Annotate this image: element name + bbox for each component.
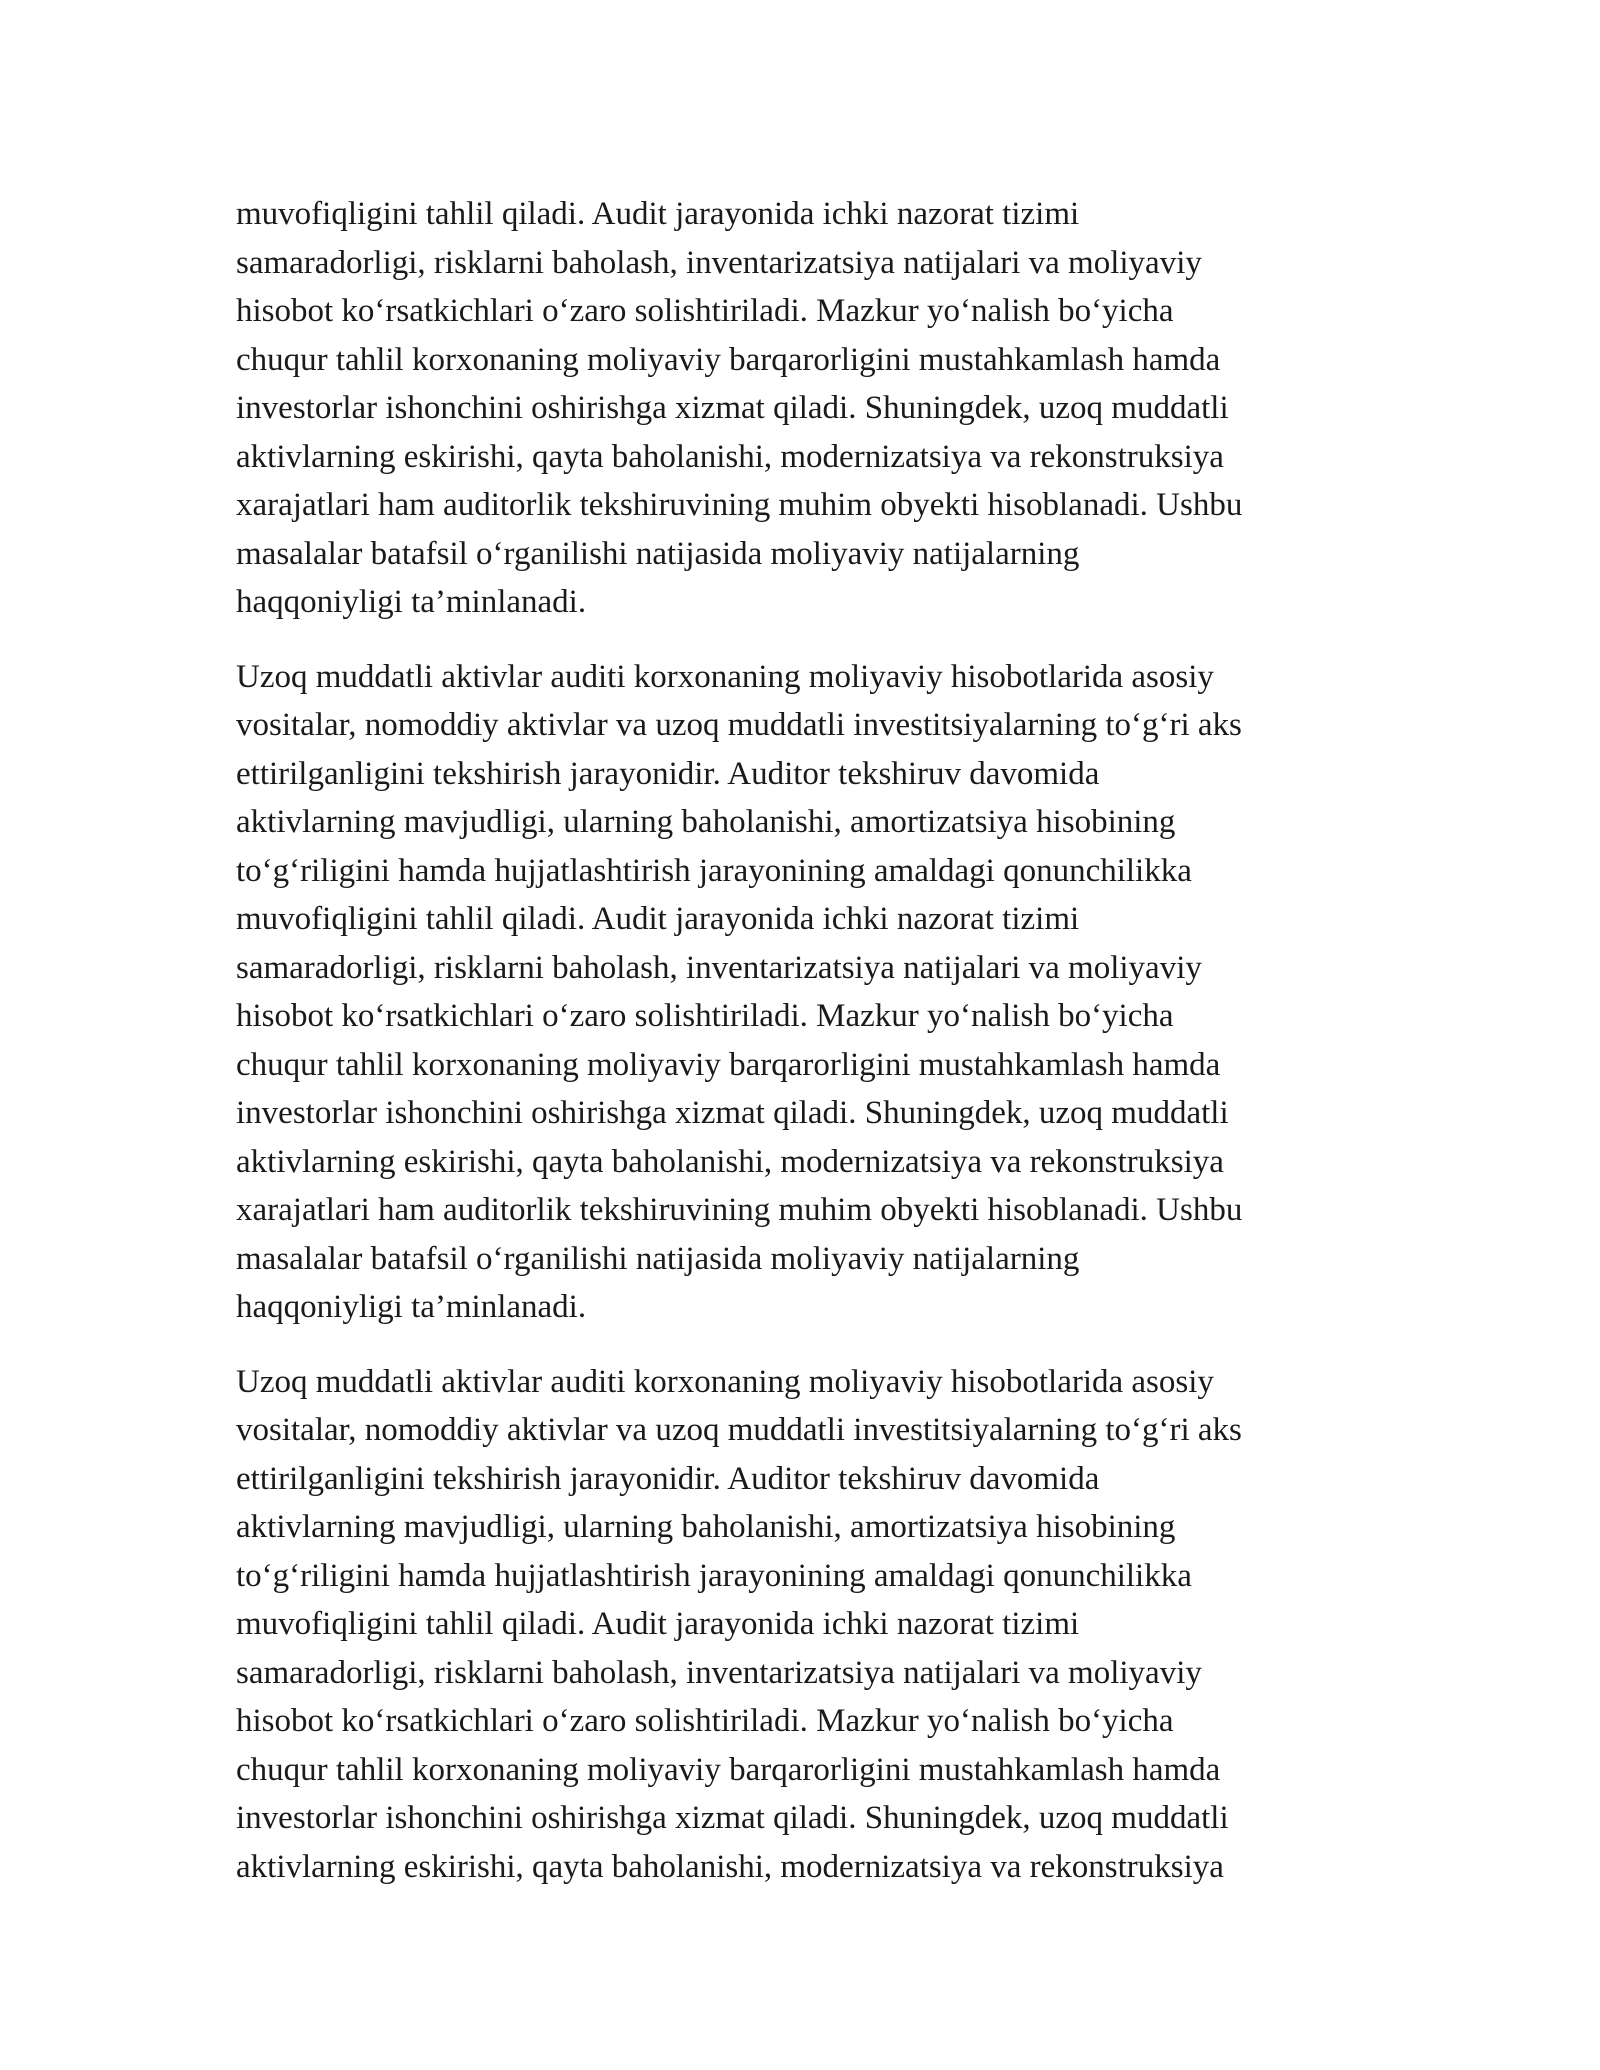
text-line: samaradorligi, risklarni baholash, inventarizatsiya natijalari va moliyaviy <box>236 1654 1202 1691</box>
text-line: hisobot ko‘rsatkichlari o‘zaro solishtiriladi. Mazkur yo‘nalish bo‘yicha <box>236 1703 1174 1739</box>
text-line: aktivlarning eskirishi, qayta baholanishi, modernizatsiya va rekonstruksiya <box>236 438 1224 475</box>
text-line: xarajatlari ham auditorlik tekshiruvining muhim obyekti hisoblanadi. Ushbu <box>236 487 1243 523</box>
paragraph <box>236 190 1376 627</box>
document-body <box>236 190 1376 1917</box>
text-line: aktivlarning eskirishi, qayta baholanishi, modernizatsiya va rekonstruksiya <box>236 1848 1224 1885</box>
text-line: chuqur tahlil korxonaning moliyaviy barqarorligini mustahkamlash hamda <box>236 341 1221 378</box>
text-line: xarajatlari ham auditorlik tekshiruvining muhim obyekti hisoblanadi. Ushbu <box>236 1192 1243 1228</box>
text-line: haqqoniyligi ta’minlanadi. <box>236 1289 587 1325</box>
text-line: ettirilganligini tekshirish jarayonidir. Auditor tekshiruv davomida <box>236 755 1100 792</box>
text-line: vositalar, nomoddiy aktivlar va uzoq muddatli investitsiyalarning to‘g‘ri aks <box>236 1412 1242 1448</box>
text-line: ettirilganligini tekshirish jarayonidir. Auditor tekshiruv davomida <box>236 1460 1100 1497</box>
text-line: aktivlarning eskirishi, qayta baholanishi, modernizatsiya va rekonstruksiya <box>236 1143 1224 1180</box>
text-line: investorlar ishonchini oshirishga xizmat qiladi. Shuningdek, uzoq muddatli <box>236 1095 1229 1131</box>
text-line: investorlar ishonchini oshirishga xizmat qiladi. Shuningdek, uzoq muddatli <box>236 1800 1229 1836</box>
paragraph <box>236 653 1376 1332</box>
text-line: chuqur tahlil korxonaning moliyaviy barqarorligini mustahkamlash hamda <box>236 1046 1221 1083</box>
text-line: vositalar, nomoddiy aktivlar va uzoq muddatli investitsiyalarning to‘g‘ri aks <box>236 707 1242 743</box>
text-line: aktivlarning mavjudligi, ularning baholanishi, amortizatsiya hisobining <box>236 1509 1176 1545</box>
text-line: muvofiqligini tahlil qiladi. Audit jarayonida ichki nazorat tizimi <box>236 901 1080 937</box>
text-line: samaradorligi, risklarni baholash, inventarizatsiya natijalari va moliyaviy <box>236 949 1202 986</box>
text-line: muvofiqligini tahlil qiladi. Audit jarayonida ichki nazorat tizimi <box>236 196 1080 232</box>
text-line: Uzoq muddatli aktivlar auditi korxonaning moliyaviy hisobotlarida asosiy <box>236 658 1214 695</box>
text-line: investorlar ishonchini oshirishga xizmat qiladi. Shuningdek, uzoq muddatli <box>236 390 1229 426</box>
text-line: Uzoq muddatli aktivlar auditi korxonaning moliyaviy hisobotlarida asosiy <box>236 1363 1214 1400</box>
text-line: to‘g‘riligini hamda hujjatlashtirish jarayonining amaldagi qonunchilikka <box>236 852 1192 889</box>
text-line: aktivlarning mavjudligi, ularning baholanishi, amortizatsiya hisobining <box>236 804 1176 840</box>
text-line: hisobot ko‘rsatkichlari o‘zaro solishtiriladi. Mazkur yo‘nalish bo‘yicha <box>236 293 1174 329</box>
text-line: samaradorligi, risklarni baholash, inventarizatsiya natijalari va moliyaviy <box>236 244 1202 281</box>
text-line: masalalar batafsil o‘rganilishi natijasida moliyaviy natijalarning <box>236 1240 1080 1277</box>
text-line: muvofiqligini tahlil qiladi. Audit jarayonida ichki nazorat tizimi <box>236 1606 1080 1642</box>
text-line: hisobot ko‘rsatkichlari o‘zaro solishtiriladi. Mazkur yo‘nalish bo‘yicha <box>236 998 1174 1034</box>
paragraph <box>236 1358 1376 1892</box>
text-line: masalalar batafsil o‘rganilishi natijasida moliyaviy natijalarning <box>236 535 1080 572</box>
text-line: haqqoniyligi ta’minlanadi. <box>236 584 587 620</box>
text-line: chuqur tahlil korxonaning moliyaviy barqarorligini mustahkamlash hamda <box>236 1751 1221 1788</box>
text-line: to‘g‘riligini hamda hujjatlashtirish jarayonining amaldagi qonunchilikka <box>236 1557 1192 1594</box>
